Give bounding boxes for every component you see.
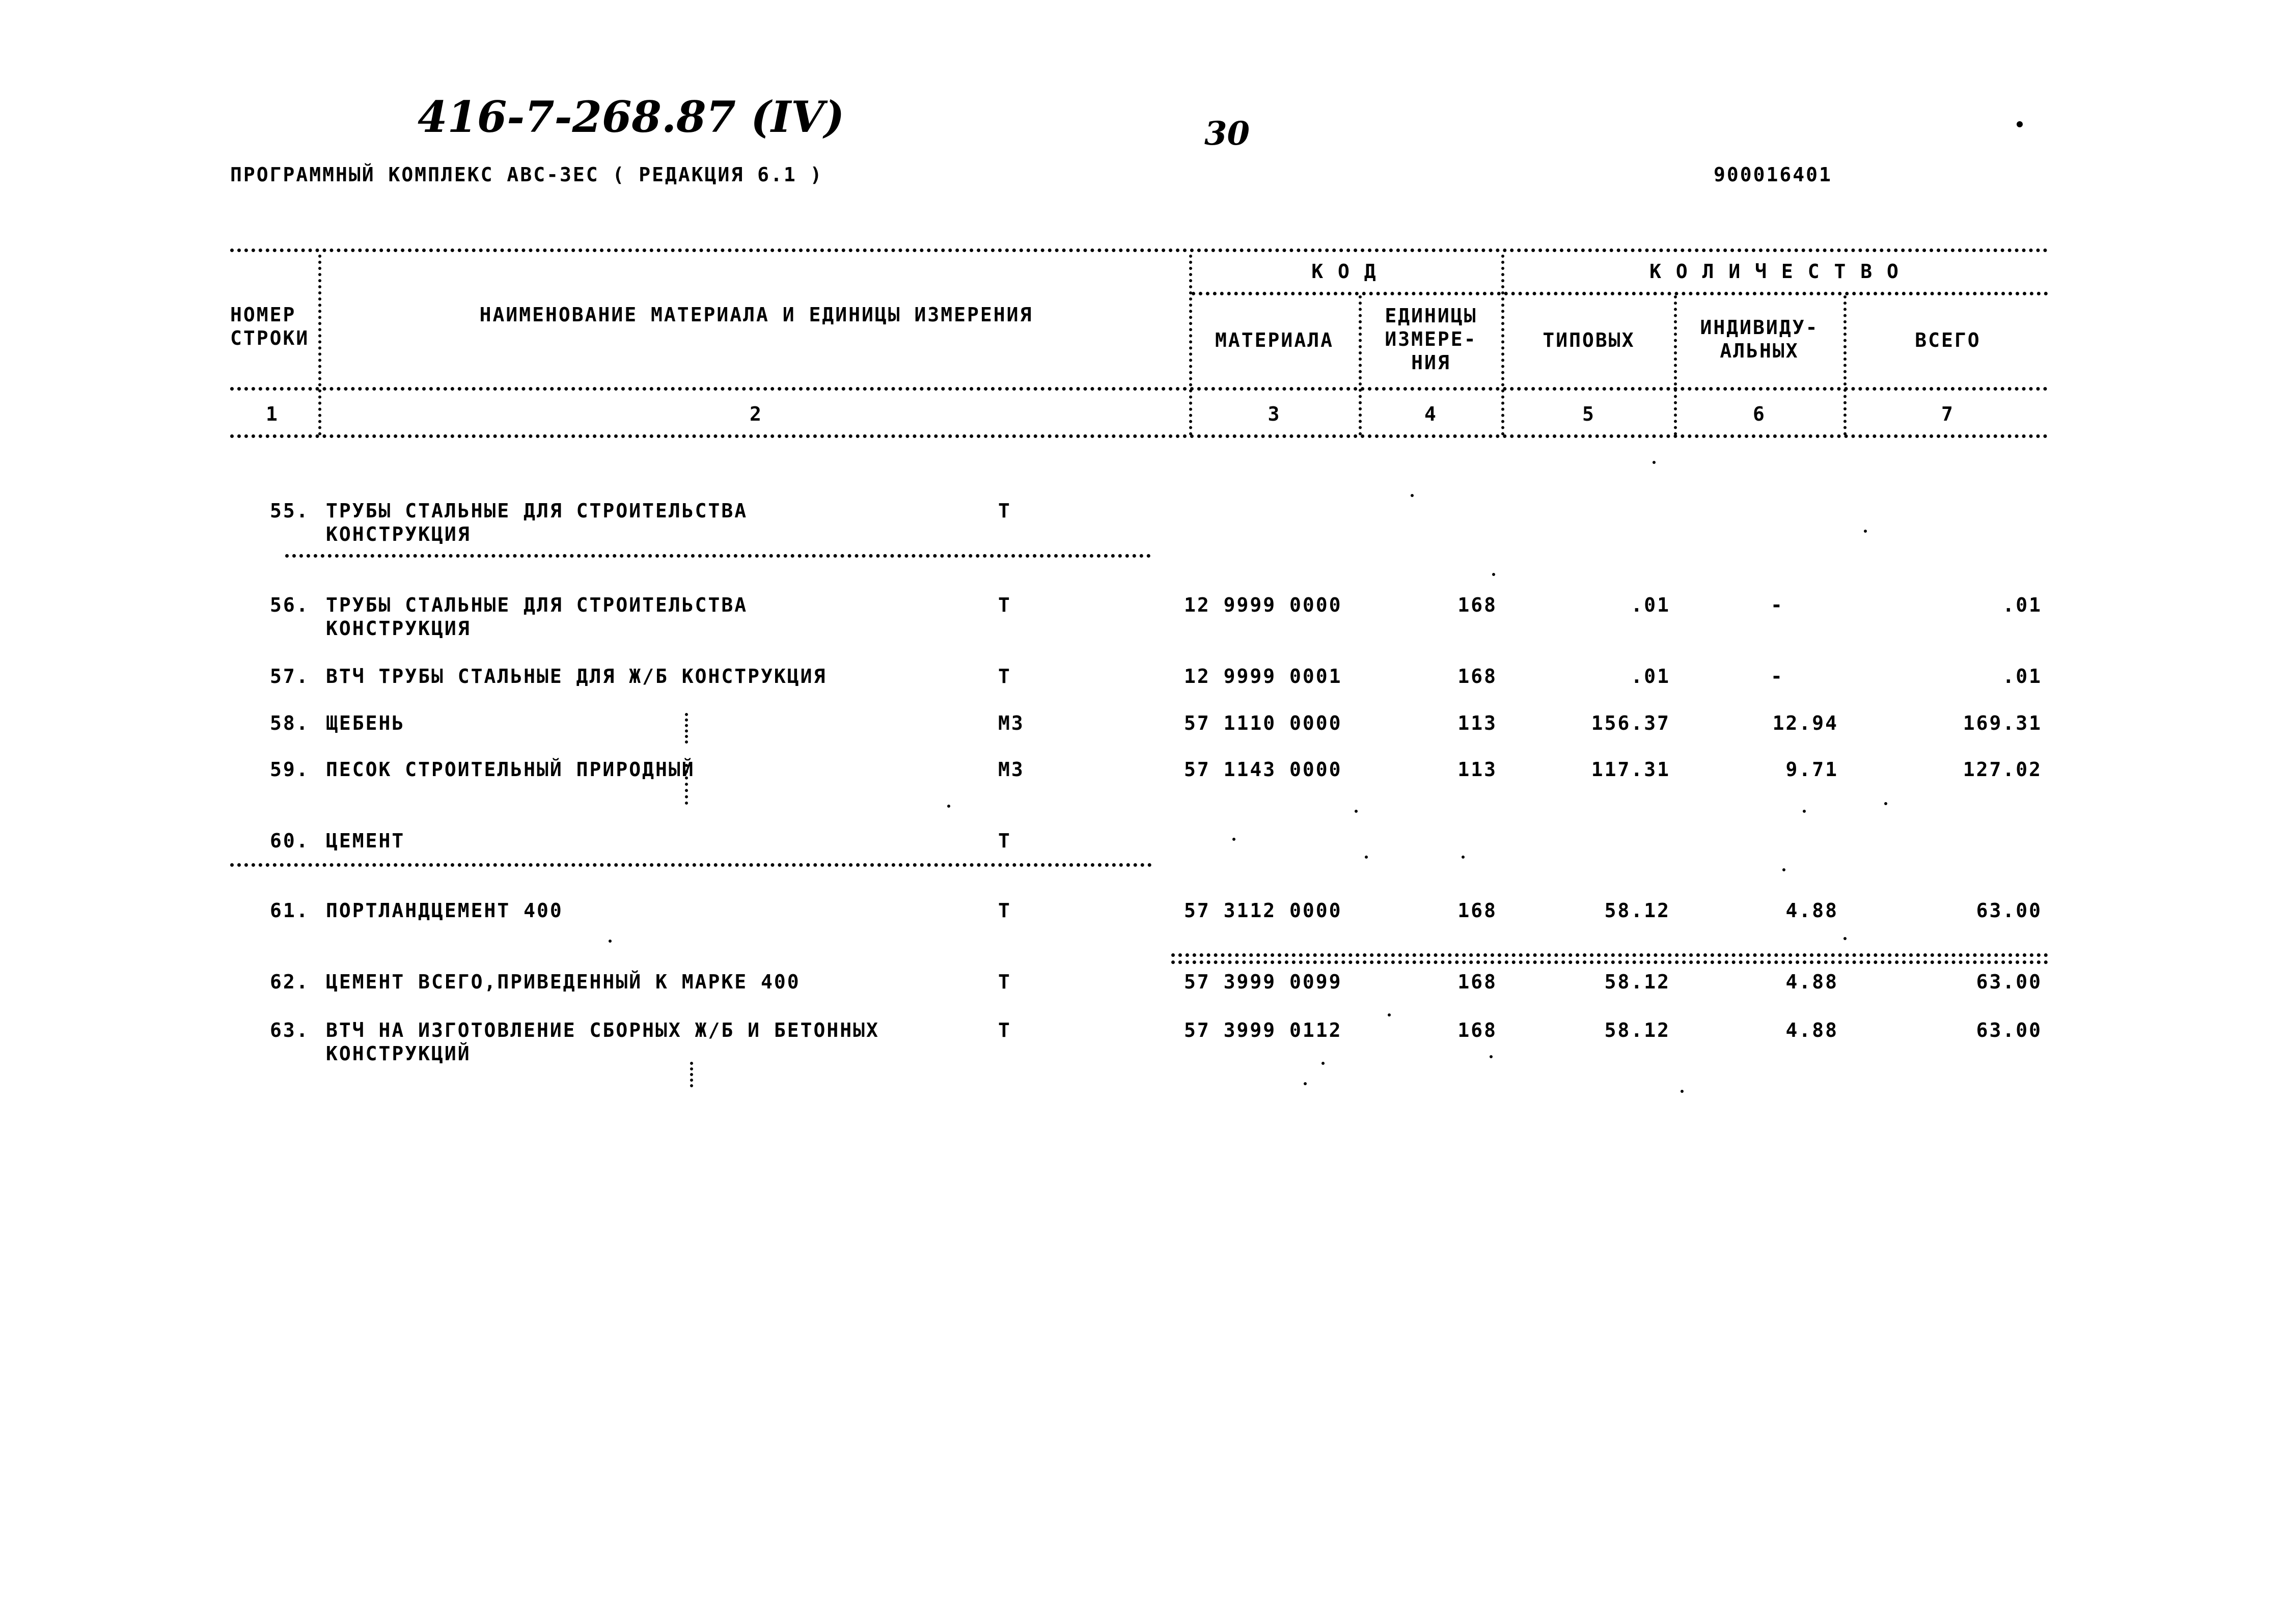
header-qty-individual: ИНДИВИДУ- АЛЬНЫХ <box>1700 316 1819 362</box>
row-63-individual: 4.88 <box>1785 1019 1838 1041</box>
row-57-name: ВТЧ ТРУБЫ СТАЛЬНЫЕ ДЛЯ Ж/Б КОНСТРУКЦИЯ <box>326 665 827 687</box>
row-56-name: ТРУБЫ СТАЛЬНЫЕ ДЛЯ СТРОИТЕЛЬСТВА КОНСТРУКЦИЯ <box>326 594 748 640</box>
row-57-typical: .01 <box>1631 665 1670 687</box>
row-55-unit: Т <box>998 500 1011 522</box>
row-59-total: 127.02 <box>1963 758 2042 781</box>
row-58-individual: 12.94 <box>1772 712 1838 734</box>
row-61-material-code: 57 3112 0000 <box>1184 899 1342 922</box>
row-63-name: ВТЧ НА ИЗГОТОВЛЕНИЕ СБОРНЫХ Ж/Б И БЕТОННЫХ КОНСТРУКЦИЙ <box>326 1019 879 1065</box>
column-number-5: 5 <box>1582 403 1595 425</box>
header-code-group: К О Д <box>1311 260 1378 283</box>
row-61-individual: 4.88 <box>1785 899 1838 922</box>
scan-speck <box>1232 838 1235 841</box>
row-62-individual: 4.88 <box>1785 971 1838 993</box>
scan-speck <box>1803 810 1806 813</box>
header-quantity-group: К О Л И Ч Е С Т В О <box>1649 260 1900 283</box>
header-qty-typical: ТИПОВЫХ <box>1543 329 1635 351</box>
row-58-material-code: 57 1110 0000 <box>1184 712 1342 734</box>
total-double-rule-bottom <box>1171 960 2048 964</box>
row-61-total: 63.00 <box>1976 899 2042 922</box>
scan-speck <box>609 940 612 943</box>
row-59-name: ПЕСОК СТРОИТЕЛЬНЫЙ ПРИРОДНЫЙ <box>326 758 695 781</box>
header-sep-6 <box>1843 295 1847 435</box>
scan-speck <box>1653 461 1656 464</box>
row-60-subtotal-rule <box>230 863 1152 867</box>
row-63-unit-code: 168 <box>1457 1019 1497 1041</box>
scan-speck <box>1388 1013 1391 1016</box>
header-sep-1 <box>318 255 321 435</box>
row-62-unit-code: 168 <box>1457 971 1497 993</box>
row-57-unit-code: 168 <box>1457 665 1497 687</box>
header-code-material: МАТЕРИАЛА <box>1215 329 1334 351</box>
row-58-unit: М3 <box>998 712 1025 734</box>
row-63-material-code: 57 3999 0112 <box>1184 1019 1342 1041</box>
row-59-material-code: 57 1143 0000 <box>1184 758 1342 781</box>
scan-speck <box>1411 494 1414 497</box>
row-61-number: 61. <box>270 899 310 922</box>
row-56-total: .01 <box>2002 594 2042 616</box>
column-number-6: 6 <box>1753 403 1766 425</box>
scan-speck <box>1490 1055 1493 1058</box>
row-63-number: 63. <box>270 1019 310 1041</box>
row-59-number: 59. <box>270 758 310 781</box>
scan-speck <box>947 805 950 808</box>
row-59-individual: 9.71 <box>1785 758 1838 781</box>
row-57-total: .01 <box>2002 665 2042 687</box>
row-63-unit: Т <box>998 1019 1011 1041</box>
row-57-individual: - <box>1771 665 1784 687</box>
row-62-number: 62. <box>270 971 310 993</box>
header-material-name: НАИМЕНОВАНИЕ МАТЕРИАЛА И ЕДИНИЦЫ ИЗМЕРЕНИЯ <box>479 304 1033 326</box>
header-qty-total: ВСЕГО <box>1915 329 1981 351</box>
header-top-rule <box>230 249 2048 252</box>
row-61-name: ПОРТЛАНДЦЕМЕНТ 400 <box>326 899 563 922</box>
row-62-total: 63.00 <box>1976 971 2042 993</box>
row-58-unit-code: 113 <box>1457 712 1497 734</box>
total-double-rule-top <box>1171 953 2048 957</box>
header-sep-5 <box>1674 295 1677 435</box>
row-60-name: ЦЕМЕНТ <box>326 830 405 852</box>
row-60-number: 60. <box>270 830 310 852</box>
scan-mark <box>685 713 688 744</box>
row-62-unit: Т <box>998 971 1011 993</box>
scan-speck <box>1355 810 1358 813</box>
row-62-name: ЦЕМЕНТ ВСЕГО,ПРИВЕДЕННЫЙ К МАРКЕ 400 <box>326 971 801 993</box>
row-61-typical: 58.12 <box>1604 899 1670 922</box>
row-61-unit: Т <box>998 899 1011 922</box>
row-57-number: 57. <box>270 665 310 687</box>
corner-dot <box>2017 121 2023 127</box>
row-63-typical: 58.12 <box>1604 1019 1670 1041</box>
scan-mark <box>685 764 688 805</box>
scan-speck <box>1884 802 1887 805</box>
row-57-unit: Т <box>998 665 1011 687</box>
row-55-subtotal-rule <box>285 554 1151 558</box>
row-55-name: ТРУБЫ СТАЛЬНЫЕ ДЛЯ СТРОИТЕЛЬСТВА КОНСТРУКЦИЯ <box>326 500 748 545</box>
header-sep-3 <box>1359 295 1362 435</box>
scan-speck <box>1681 1090 1684 1093</box>
scan-mark <box>690 1062 693 1087</box>
row-58-name: ЩЕБЕНЬ <box>326 712 405 734</box>
column-number-rule <box>230 434 2048 438</box>
code-group-rule <box>1192 292 2048 295</box>
column-number-3: 3 <box>1268 403 1281 425</box>
program-header: ПРОГРАММНЫЙ КОМПЛЕКС АВС-3ЕС ( РЕДАКЦИЯ 6.1 ) <box>230 163 823 186</box>
row-58-number: 58. <box>270 712 310 734</box>
header-sep-4 <box>1501 255 1504 435</box>
row-56-unit-code: 168 <box>1457 594 1497 616</box>
row-57-material-code: 12 9999 0001 <box>1184 665 1342 687</box>
row-56-number: 56. <box>270 594 310 616</box>
row-62-material-code: 57 3999 0099 <box>1184 971 1342 993</box>
page-number: 30 <box>1204 115 1250 153</box>
row-58-total: 169.31 <box>1963 712 2042 734</box>
row-62-typical: 58.12 <box>1604 971 1670 993</box>
header-row-number: НОМЕР СТРОКИ <box>230 304 310 349</box>
scan-speck <box>1864 530 1867 533</box>
scan-speck <box>1462 856 1465 859</box>
column-number-4: 4 <box>1424 403 1438 425</box>
row-58-typical: 156.37 <box>1591 712 1670 734</box>
scan-speck <box>1782 868 1785 871</box>
column-number-1: 1 <box>266 403 279 425</box>
row-56-material-code: 12 9999 0000 <box>1184 594 1342 616</box>
row-61-unit-code: 168 <box>1457 899 1497 922</box>
scan-speck <box>1304 1082 1307 1085</box>
column-number-2: 2 <box>750 403 763 425</box>
row-59-unit-code: 113 <box>1457 758 1497 781</box>
row-55-number: 55. <box>270 500 310 522</box>
row-59-unit: М3 <box>998 758 1025 781</box>
scan-speck <box>1365 856 1368 859</box>
drawing-stamp: 416-7-268.87 (IV) <box>418 92 845 142</box>
scan-speck <box>1492 573 1495 576</box>
row-59-typical: 117.31 <box>1591 758 1670 781</box>
row-63-total: 63.00 <box>1976 1019 2042 1041</box>
row-56-typical: .01 <box>1631 594 1670 616</box>
header-bottom-rule <box>230 387 2048 391</box>
row-56-individual: - <box>1771 594 1784 616</box>
document-code: 900016401 <box>1714 163 1832 186</box>
header-code-unit: ЕДИНИЦЫ ИЗМЕРЕ- НИЯ <box>1385 305 1477 374</box>
scan-speck <box>1322 1062 1325 1065</box>
row-60-unit: Т <box>998 830 1011 852</box>
row-56-unit: Т <box>998 594 1011 616</box>
scan-speck <box>1843 937 1847 940</box>
column-number-7: 7 <box>1941 403 1954 425</box>
